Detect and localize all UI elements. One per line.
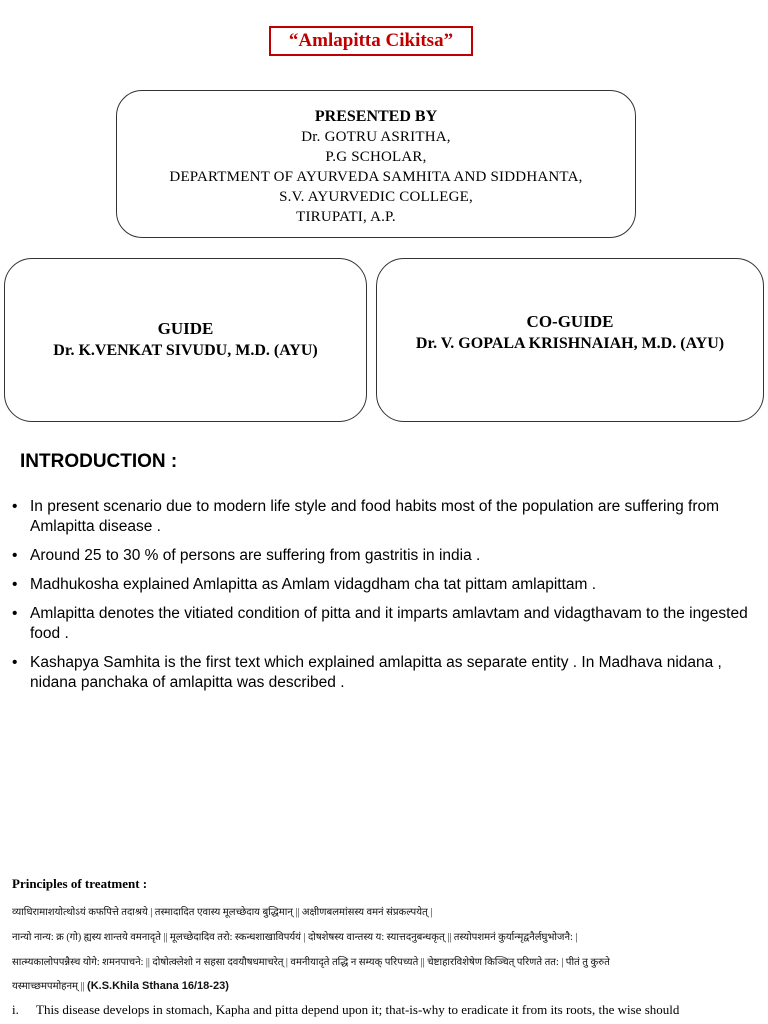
bullet-text: Around 25 to 30 % of persons are suffering from gastritis in india . xyxy=(30,547,481,564)
presenter-college: S.V. AYURVEDIC COLLEGE, xyxy=(279,189,473,205)
presenter-designation: P.G SCHOLAR, xyxy=(325,149,427,165)
treatment-point xyxy=(12,1002,764,1018)
document-title: “Amlapitta Cikitsa” xyxy=(269,26,473,56)
guide-box xyxy=(4,258,367,422)
bullet-text: Kashapya Samhita is the first text which explained amlapitta as separate entity . In Madhava nidana , nidana panchaka of amlapitta was described . xyxy=(30,654,722,691)
sanskrit-verse-line: नान्यो नान्य: क्र (गो) ह्यस्य शान्तये वमनादृते || मूलच्छेदादिव तरो: स्कन्धशाखाविपर्ययं | दोषशेषस्य वान्तस्य य: स्यात्तदनुबन्धकृत् || तस्योपशमनं कुर्यान्मृद्वनैर्लघुभोजनै: | xyxy=(12,932,578,943)
presented-by-heading: PRESENTED BY xyxy=(314,108,438,125)
presenter-location: TIRUPATI, A.P. xyxy=(296,209,396,225)
guide-role: GUIDE xyxy=(157,319,214,338)
presenter-department: DEPARTMENT OF AYURVEDA SAMHITA AND SIDDHANTA, xyxy=(169,169,583,185)
sanskrit-verse-line-last xyxy=(12,978,762,992)
co-guide-role: CO-GUIDE xyxy=(526,312,614,331)
guide-name: Dr. K.VENKAT SIVUDU, M.D. (AYU) xyxy=(53,342,318,359)
verse-reference: (K.S.Khila Sthana 16/18-23) xyxy=(87,980,229,992)
introduction-list xyxy=(10,497,750,702)
bullet-icon: • xyxy=(12,576,18,593)
bullet-text: Amlapitta denotes the vitiated condition of pitta and it imparts amlavtam and vidagthavam to the ingested food . xyxy=(30,605,748,642)
sanskrit-verse-line: सात्म्यकालोपपन्नैस्च योगे: शमनपाचने: || दोषोत्क्लेशो न सहसा दवयौषधमाचरेत् | वमनीयादृते तद्धि न सम्यक् परिपच्यते || चेष्टाहारविशेषेण किञ्चित् परिणते तत: | पीतं तु कुरुते xyxy=(12,957,610,968)
point-text: This disease develops in stomach, Kapha and pitta depend upon it; that-is-why to eradicate it from its roots, the wise should xyxy=(36,1002,680,1017)
presenter-box xyxy=(116,90,636,238)
list-item xyxy=(10,653,750,693)
introduction-heading: INTRODUCTION : xyxy=(20,451,178,472)
list-item xyxy=(10,546,750,566)
presenter-name: Dr. GOTRU ASRITHA, xyxy=(301,129,451,145)
list-item xyxy=(10,575,750,595)
bullet-text: Madhukosha explained Amlapitta as Amlam vidagdham cha tat pittam amlapittam . xyxy=(30,576,597,593)
bullet-icon: • xyxy=(12,654,18,671)
bullet-icon: • xyxy=(12,605,18,622)
sanskrit-verse-text: यस्माच्छमपमोहनम् || xyxy=(12,981,85,992)
principles-heading: Principles of treatment : xyxy=(12,876,148,891)
co-guide-box xyxy=(376,258,764,422)
sanskrit-verse-line: व्याधिरामाशयोत्थोऽयं कफपित्ते तदाश्रये | तस्मादादित एवास्य मूलच्छेदाय बुद्धिमान् || अक्षीणबलमांसस्य वमनं संप्रकल्पयेत् | xyxy=(12,907,433,918)
bullet-text: In present scenario due to modern life style and food habits most of the population are suffering from Amlapitta disease . xyxy=(30,498,720,535)
list-item xyxy=(10,604,750,644)
point-number: i. xyxy=(12,1002,19,1017)
co-guide-name: Dr. V. GOPALA KRISHNAIAH, M.D. (AYU) xyxy=(415,335,725,352)
bullet-icon: • xyxy=(12,547,18,564)
bullet-icon: • xyxy=(12,498,18,515)
list-item xyxy=(10,497,750,537)
